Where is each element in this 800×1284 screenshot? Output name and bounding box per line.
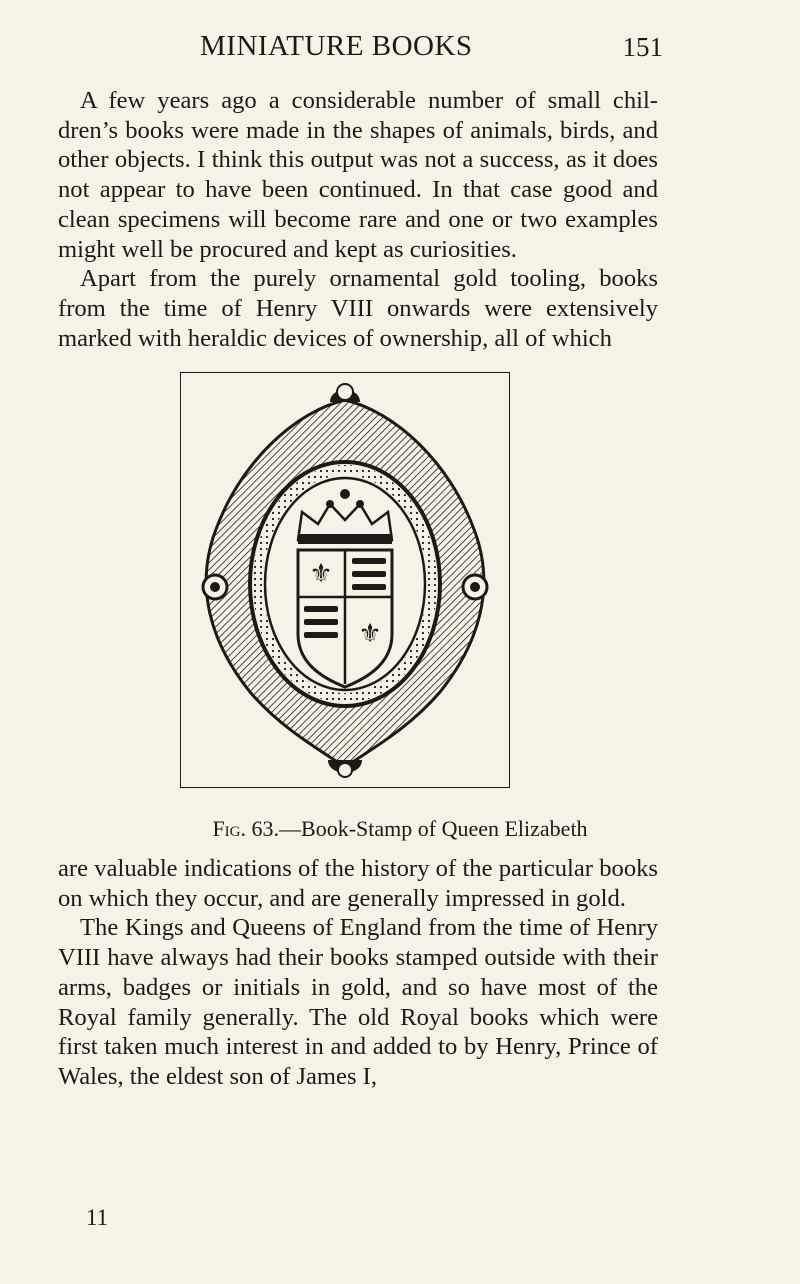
- svg-text:⚜: ⚜: [358, 619, 382, 649]
- body-text-bottom: [58, 854, 658, 1092]
- body-text-top: [58, 86, 658, 353]
- page-number: 151: [622, 32, 663, 62]
- figure-caption-text: .—Book-Stamp of Queen Elizabeth: [273, 816, 588, 841]
- figure-caption: [0, 816, 800, 842]
- svg-text:⚜: ⚜: [309, 559, 333, 589]
- signature-mark: 11: [86, 1205, 109, 1230]
- paragraph: Apart from the purely ornamental gold tooling, books from the time of Henry VIII onwards were extensively marked with heraldic devices of ownership, all of which: [58, 265, 658, 352]
- paragraph: The Kings and Queens of England from the time of Henry VIII have always had their books stamped outside with their arms, badges or initials in gold, and so have most of the Royal family generally. The old Royal books which were first taken much interest in and added to by Henry, Prince of Wales, the eldest son of James I,: [58, 914, 658, 1090]
- figure-label: Fig. 63: [212, 816, 274, 841]
- paragraph: A few years ago a considerable number of small chil-dren’s books were made in the shapes of animals, birds, and other objects. I think this output was not a success, as it does not appear to have been continued. In that case good and clean specimens will become rare and one or two examples might well be procured and kept as curiosities.: [58, 87, 658, 263]
- royal-book-stamp-crest-icon: [180, 372, 510, 790]
- running-title: MINIATURE BOOKS: [200, 30, 473, 62]
- figure-book-stamp: [180, 372, 510, 790]
- running-head: [58, 30, 663, 66]
- paragraph: are valuable indications of the history of the particular books on which they occur, and are generally impressed in gold.: [58, 855, 658, 912]
